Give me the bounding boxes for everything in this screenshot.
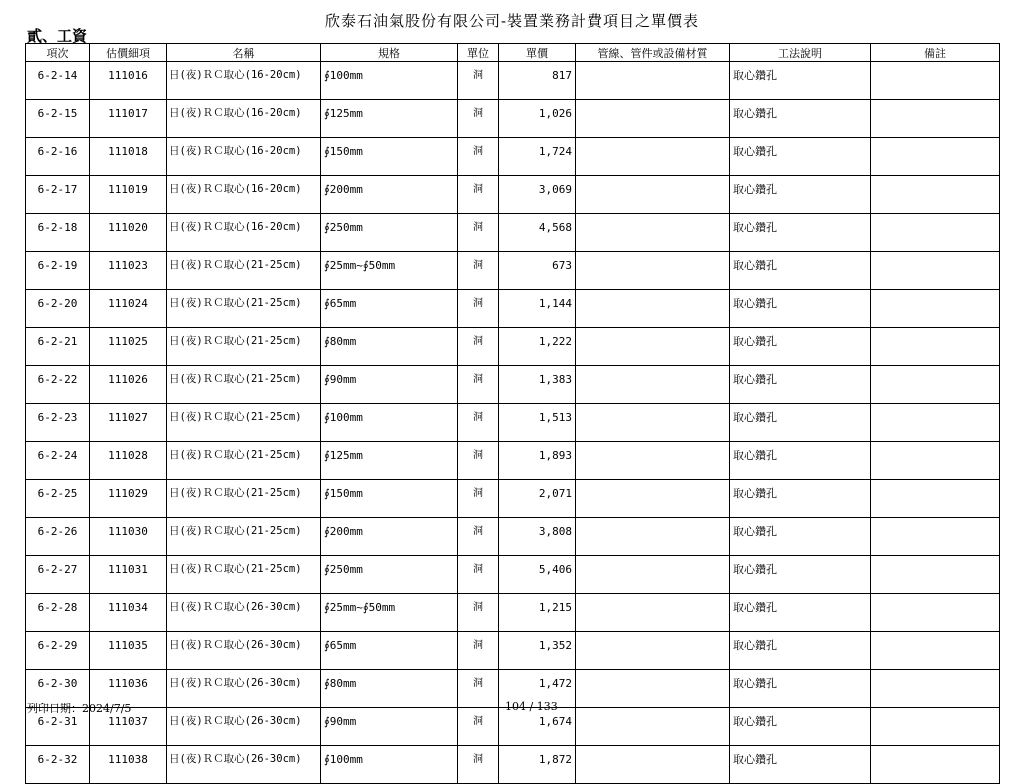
cell-note [871,366,1000,404]
cell-material [576,442,730,480]
cell-material [576,176,730,214]
col-header-spec: 規格 [321,44,458,62]
cell-no: 6-2-23 [26,404,90,442]
cell-name: 日(夜)ＲＣ取心(21-25cm) [167,366,321,404]
cell-unit: 洞 [458,404,499,442]
cell-spec: ∮25mm~∮50mm [321,594,458,632]
cell-note [871,290,1000,328]
cell-code: 111017 [90,100,167,138]
table-row [26,62,1000,100]
cell-price: 1,352 [499,632,576,670]
cell-spec: ∮125mm [321,442,458,480]
cell-material [576,138,730,176]
price-table [25,43,1000,784]
cell-note [871,62,1000,100]
cell-unit: 洞 [458,556,499,594]
cell-note [871,670,1000,708]
table-row [26,746,1000,784]
cell-no: 6-2-15 [26,100,90,138]
cell-price: 3,808 [499,518,576,556]
cell-note [871,176,1000,214]
cell-no: 6-2-22 [26,366,90,404]
cell-code: 111020 [90,214,167,252]
cell-note [871,252,1000,290]
cell-method: 取心鑽孔 [730,214,871,252]
cell-spec: ∮90mm [321,708,458,746]
cell-spec: ∮65mm [321,632,458,670]
cell-spec: ∮250mm [321,556,458,594]
cell-unit: 洞 [458,62,499,100]
cell-spec: ∮80mm [321,670,458,708]
col-header-no: 項次 [26,44,90,62]
cell-price: 3,069 [499,176,576,214]
cell-name: 日(夜)ＲＣ取心(16-20cm) [167,176,321,214]
cell-material [576,670,730,708]
cell-note [871,518,1000,556]
cell-code: 111026 [90,366,167,404]
cell-material [576,708,730,746]
cell-name: 日(夜)ＲＣ取心(26-30cm) [167,632,321,670]
cell-name: 日(夜)ＲＣ取心(26-30cm) [167,708,321,746]
cell-unit: 洞 [458,746,499,784]
cell-unit: 洞 [458,632,499,670]
table-row [26,518,1000,556]
cell-name: 日(夜)ＲＣ取心(21-25cm) [167,556,321,594]
cell-code: 111035 [90,632,167,670]
cell-material [576,480,730,518]
cell-no: 6-2-24 [26,442,90,480]
cell-name: 日(夜)ＲＣ取心(16-20cm) [167,100,321,138]
cell-no: 6-2-31 [26,708,90,746]
cell-code: 111023 [90,252,167,290]
cell-code: 111029 [90,480,167,518]
cell-spec: ∮90mm [321,366,458,404]
cell-note [871,746,1000,784]
cell-price: 1,222 [499,328,576,366]
cell-price: 1,215 [499,594,576,632]
cell-unit: 洞 [458,138,499,176]
cell-name: 日(夜)ＲＣ取心(26-30cm) [167,594,321,632]
cell-material [576,594,730,632]
col-header-material: 管線、管件或設備材質 [576,44,730,62]
cell-no: 6-2-18 [26,214,90,252]
cell-note [871,100,1000,138]
cell-no: 6-2-28 [26,594,90,632]
table-row [26,214,1000,252]
table-row [26,138,1000,176]
cell-material [576,252,730,290]
cell-method: 取心鑽孔 [730,480,871,518]
cell-spec: ∮250mm [321,214,458,252]
table-row [26,100,1000,138]
table-row [26,404,1000,442]
cell-name: 日(夜)ＲＣ取心(16-20cm) [167,138,321,176]
page-title: 欣泰石油氣股份有限公司-裝置業務計費項目之單價表 [324,12,700,30]
cell-name: 日(夜)ＲＣ取心(21-25cm) [167,480,321,518]
cell-spec: ∮100mm [321,746,458,784]
cell-no: 6-2-21 [26,328,90,366]
cell-name: 日(夜)ＲＣ取心(16-20cm) [167,214,321,252]
cell-method: 取心鑽孔 [730,708,871,746]
table-row [26,594,1000,632]
table-row [26,708,1000,746]
cell-unit: 洞 [458,594,499,632]
cell-price: 5,406 [499,556,576,594]
cell-unit: 洞 [458,214,499,252]
cell-no: 6-2-32 [26,746,90,784]
cell-no: 6-2-16 [26,138,90,176]
cell-code: 111019 [90,176,167,214]
cell-method: 取心鑽孔 [730,100,871,138]
cell-method: 取心鑽孔 [730,404,871,442]
cell-method: 取心鑽孔 [730,138,871,176]
cell-no: 6-2-27 [26,556,90,594]
col-header-price: 單價 [499,44,576,62]
cell-unit: 洞 [458,252,499,290]
cell-code: 111034 [90,594,167,632]
cell-unit: 洞 [458,366,499,404]
cell-method: 取心鑽孔 [730,746,871,784]
cell-note [871,556,1000,594]
cell-no: 6-2-26 [26,518,90,556]
cell-code: 111024 [90,290,167,328]
cell-price: 1,026 [499,100,576,138]
cell-no: 6-2-17 [26,176,90,214]
cell-note [871,138,1000,176]
cell-note [871,632,1000,670]
cell-unit: 洞 [458,518,499,556]
cell-method: 取心鑽孔 [730,252,871,290]
cell-price: 1,513 [499,404,576,442]
cell-unit: 洞 [458,442,499,480]
cell-price: 1,674 [499,708,576,746]
cell-method: 取心鑽孔 [730,176,871,214]
cell-method: 取心鑽孔 [730,290,871,328]
cell-spec: ∮150mm [321,138,458,176]
cell-name: 日(夜)ＲＣ取心(26-30cm) [167,670,321,708]
cell-name: 日(夜)ＲＣ取心(16-20cm) [167,62,321,100]
cell-method: 取心鑽孔 [730,556,871,594]
cell-unit: 洞 [458,670,499,708]
cell-method: 取心鑽孔 [730,594,871,632]
cell-spec: ∮150mm [321,480,458,518]
cell-method: 取心鑽孔 [730,366,871,404]
cell-method: 取心鑽孔 [730,632,871,670]
cell-code: 111037 [90,708,167,746]
col-header-name: 名稱 [167,44,321,62]
cell-note [871,480,1000,518]
cell-no: 6-2-30 [26,670,90,708]
cell-name: 日(夜)ＲＣ取心(26-30cm) [167,746,321,784]
cell-spec: ∮200mm [321,518,458,556]
cell-code: 111028 [90,442,167,480]
col-header-note: 備註 [871,44,1000,62]
cell-name: 日(夜)ＲＣ取心(21-25cm) [167,442,321,480]
cell-name: 日(夜)ＲＣ取心(21-25cm) [167,404,321,442]
table-row [26,252,1000,290]
cell-method: 取心鑽孔 [730,62,871,100]
cell-code: 111018 [90,138,167,176]
cell-name: 日(夜)ＲＣ取心(21-25cm) [167,328,321,366]
cell-unit: 洞 [458,176,499,214]
cell-no: 6-2-20 [26,290,90,328]
cell-price: 2,071 [499,480,576,518]
cell-code: 111025 [90,328,167,366]
cell-method: 取心鑽孔 [730,518,871,556]
cell-note [871,404,1000,442]
cell-name: 日(夜)ＲＣ取心(21-25cm) [167,290,321,328]
cell-method: 取心鑽孔 [730,442,871,480]
cell-method: 取心鑽孔 [730,328,871,366]
cell-no: 6-2-19 [26,252,90,290]
table-row [26,632,1000,670]
cell-note [871,594,1000,632]
cell-unit: 洞 [458,100,499,138]
print-date: 列印日期：2024/7/5 [27,702,132,715]
cell-unit: 洞 [458,708,499,746]
cell-material [576,404,730,442]
cell-material [576,746,730,784]
cell-note [871,442,1000,480]
table-row [26,442,1000,480]
cell-code: 111030 [90,518,167,556]
cell-unit: 洞 [458,290,499,328]
cell-note [871,328,1000,366]
cell-spec: ∮100mm [321,404,458,442]
cell-material [576,518,730,556]
cell-material [576,556,730,594]
cell-note [871,708,1000,746]
cell-no: 6-2-29 [26,632,90,670]
page-number: 104 / 133 [505,700,558,713]
table-row [26,290,1000,328]
cell-code: 111031 [90,556,167,594]
cell-spec: ∮25mm~∮50mm [321,252,458,290]
cell-price: 1,724 [499,138,576,176]
cell-code: 111038 [90,746,167,784]
cell-code: 111036 [90,670,167,708]
cell-note [871,214,1000,252]
cell-spec: ∮65mm [321,290,458,328]
table-row [26,480,1000,518]
cell-material [576,632,730,670]
cell-price: 1,144 [499,290,576,328]
cell-name: 日(夜)ＲＣ取心(21-25cm) [167,252,321,290]
cell-no: 6-2-25 [26,480,90,518]
cell-spec: ∮200mm [321,176,458,214]
cell-price: 817 [499,62,576,100]
cell-material [576,62,730,100]
section-heading: 貳、工資 [27,27,88,45]
cell-name: 日(夜)ＲＣ取心(21-25cm) [167,518,321,556]
col-header-code: 估價細項 [90,44,167,62]
cell-code: 111027 [90,404,167,442]
table-row [26,556,1000,594]
col-header-method: 工法說明 [730,44,871,62]
cell-material [576,290,730,328]
cell-spec: ∮80mm [321,328,458,366]
cell-method: 取心鑽孔 [730,670,871,708]
cell-price: 1,893 [499,442,576,480]
cell-material [576,100,730,138]
col-header-unit: 單位 [458,44,499,62]
cell-material [576,214,730,252]
table-row [26,176,1000,214]
cell-price: 4,568 [499,214,576,252]
cell-spec: ∮100mm [321,62,458,100]
cell-code: 111016 [90,62,167,100]
cell-no: 6-2-14 [26,62,90,100]
table-row [26,328,1000,366]
cell-price: 1,383 [499,366,576,404]
cell-unit: 洞 [458,480,499,518]
cell-price: 1,872 [499,746,576,784]
cell-material [576,328,730,366]
table-row [26,366,1000,404]
cell-price: 1,472 [499,670,576,708]
cell-unit: 洞 [458,328,499,366]
cell-price: 673 [499,252,576,290]
cell-spec: ∮125mm [321,100,458,138]
table-header-row [26,44,1000,62]
cell-material [576,366,730,404]
